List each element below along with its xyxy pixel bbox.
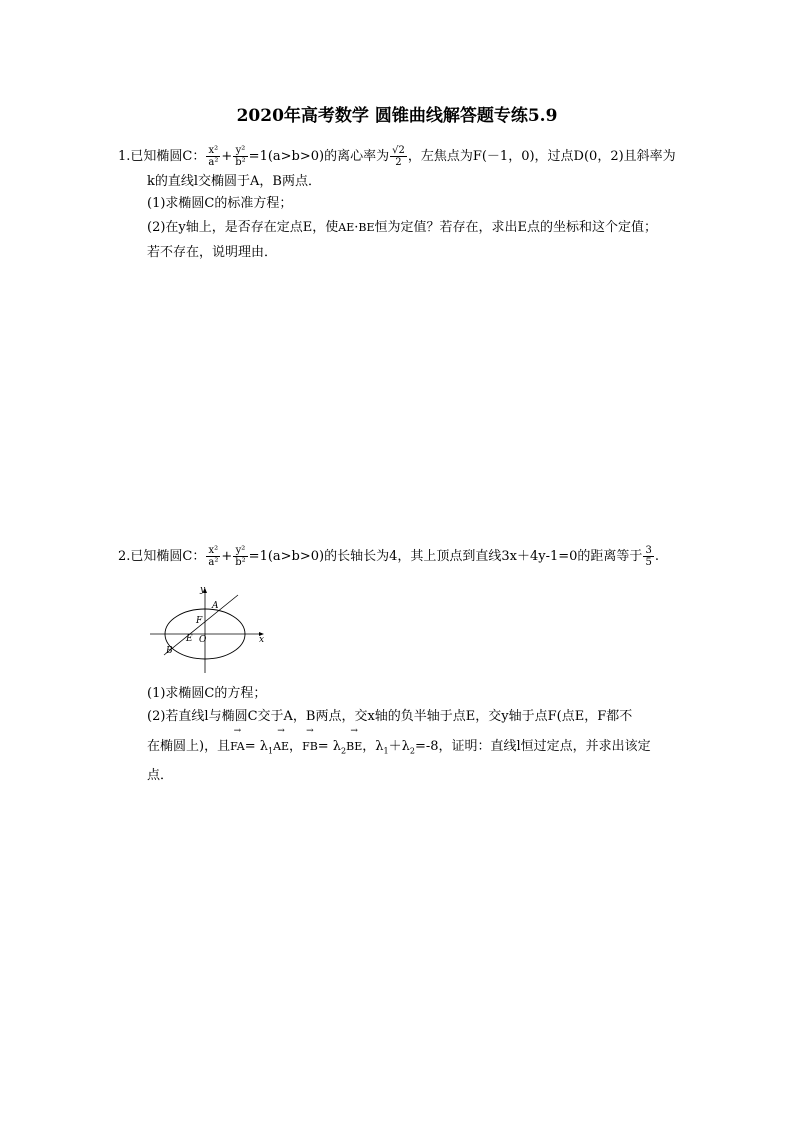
- q2-frac-distance: $\frac{3}{5}$: [645, 545, 652, 568]
- q1-line-2: k的直线l交椭圆于A，B两点．: [147, 174, 321, 189]
- q1-line-1: 1.已知椭圆C： $\frac{\text{x²}}{\text{a²}}$ + $\frac{\text{y²}}{\text{b²}}$ =1(a>b>0)的离心率为 $\frac{√2}{2}$ ，左焦点为F(－1，0)，过点D(0，2)且斜率为: [118, 145, 676, 168]
- q2-part-2-line-3: 点．: [147, 768, 174, 783]
- q2-line-1: 2.已知椭圆C： $\frac{\text{x²}}{\text{a²}}$ + $\frac{\text{y²}}{\text{b²}}$ =1(a>b>0)的长轴长为4，其上顶点到直线3x＋4y-1=0的距离等于 $\frac{3}{5}$ .: [118, 545, 659, 568]
- label-A: A: [212, 601, 219, 611]
- q1-text-c: ，左焦点为F(－1，0)，过点D(0，2)且斜率为: [407, 149, 676, 164]
- q1-part-2-line-2: 若不存在，说明理由．: [147, 245, 278, 260]
- q1-part-2-line-1: (2)在y轴上，是否存在定点E，使→ AE·→ BE恒为定值？若存在，求出E点的坐标和这个定值；: [147, 217, 695, 239]
- q1-frac-x: $\frac{\text{x²}}{\text{a²}}$: [208, 145, 219, 168]
- vector-AE: → AE: [338, 217, 354, 239]
- vector-BE: → BE: [358, 217, 374, 239]
- q1-part-1: (1)求椭圆C的标准方程；: [147, 196, 293, 211]
- ellipse-figure: [148, 585, 270, 677]
- label-B: B: [166, 646, 173, 656]
- label-x: x: [259, 635, 265, 645]
- label-O: O: [199, 635, 207, 645]
- q1-frac-y: $\frac{\text{y²}}{\text{b²}}$: [235, 145, 246, 168]
- vector-FA: → FA: [230, 736, 245, 758]
- q2-part-1: (1)求椭圆C的方程；: [147, 686, 267, 701]
- q2-frac-y: $\frac{\text{y²}}{\text{b²}}$: [235, 545, 246, 568]
- label-y: y: [200, 585, 206, 595]
- vector-FB: → FB: [302, 736, 318, 758]
- label-E: E: [186, 634, 193, 644]
- q1-number: 1.: [118, 149, 131, 164]
- q1-frac-eccentricity: $\frac{√2}{2}$: [392, 145, 405, 168]
- vector-AE: → AE: [273, 736, 289, 758]
- label-F: F: [196, 616, 203, 626]
- q2-number: 2.: [118, 549, 131, 564]
- vector-BE: → BE: [346, 736, 362, 758]
- q1-text-a: 已知椭圆C：: [130, 149, 206, 164]
- q2-part-2-line-1: (2)若直线l与椭圆C交于A，B两点，交x轴的负半轴于点E，交y轴于点F(点E，F都不: [147, 709, 633, 724]
- q1-text-b: =1(a>b>0)的离心率为: [248, 149, 390, 164]
- q2-part-2-line-2: 在椭圆上)，且→ $FA= \lambda_1\to$ AE，→ $FB= \lambda_2\to$ BE，$\lambda_1+\lambda_2=-8$，证明：直线l恒过定点，并求出该定: [147, 736, 651, 758]
- page-title: 2020年高考数学 圆锥曲线解答题专练5.9: [236, 106, 558, 126]
- q2-frac-x: $\frac{\text{x²}}{\text{a²}}$: [208, 545, 219, 568]
